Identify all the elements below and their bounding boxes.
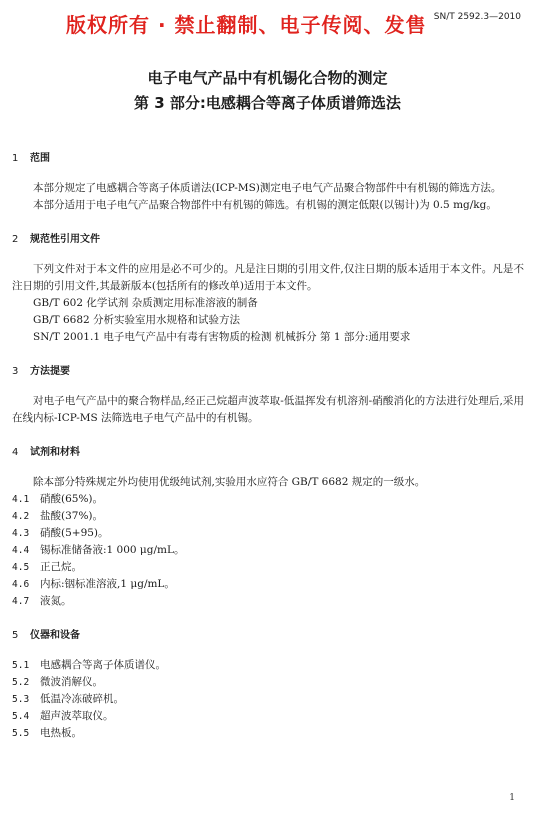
item-text: 电热板。: [40, 727, 82, 739]
list-item: [12, 674, 524, 691]
paragraph: 本部分规定了电感耦合等离子体质谱法(ICP-MS)测定电子电气产品聚合物部件中有机锡的筛选方法。: [33, 182, 502, 194]
list-item: [12, 657, 524, 674]
item-number: 5.2: [12, 677, 30, 688]
item-number: 5.4: [12, 711, 30, 722]
item-number: 4.6: [12, 579, 30, 590]
list-item: [12, 542, 524, 559]
item-number: 4.7: [12, 596, 30, 607]
section-heading-scope: [12, 150, 524, 167]
paragraph: 本部分适用于电子电气产品聚合物部件中有机锡的筛选。有机锡的测定低限(以锡计)为 0.5 mg/kg。: [33, 199, 497, 211]
item-number: 4.4: [12, 545, 30, 556]
item-text: 盐酸(37%)。: [40, 510, 104, 522]
item-number: 4.1: [12, 494, 30, 505]
section-number: 1: [12, 153, 19, 164]
list-item: [12, 691, 524, 708]
list-item: [12, 725, 524, 742]
section-heading-method-summary: [12, 363, 524, 380]
list-item: [12, 576, 524, 593]
document-body: [12, 150, 524, 742]
section-number: 5: [12, 630, 19, 641]
document-subtitle: 第 3 部分:电感耦合等离子体质谱筛选法: [134, 94, 401, 112]
reference-item: SN/T 2001.1 电子电气产品中有毒有害物质的检测 机械拆分 第 1 部分:通用要求: [33, 331, 411, 343]
item-text: 低温冷冻破碎机。: [40, 693, 124, 705]
reference-item: GB/T 602 化学试剂 杂质测定用标准溶液的制备: [33, 297, 258, 309]
item-text: 微波消解仪。: [40, 676, 103, 688]
list-item: [12, 708, 524, 725]
item-text: 超声波萃取仪。: [40, 710, 114, 722]
section-title: 方法提要: [30, 366, 70, 377]
list-item: [12, 508, 524, 525]
copyright-watermark: 版权所有 · 禁止翻制、电子传阅、发售: [66, 13, 427, 37]
paragraph: 除本部分特殊规定外均使用优级纯试剂,实验用水应符合 GB/T 6682 规定的一级水。: [33, 476, 426, 488]
section-title: 规范性引用文件: [30, 234, 100, 245]
list-item: [12, 491, 524, 508]
item-number: 5.1: [12, 660, 30, 671]
item-text: 硝酸(65%)。: [40, 493, 104, 505]
item-number: 5.3: [12, 694, 30, 705]
item-number: 4.2: [12, 511, 30, 522]
section-number: 2: [12, 234, 19, 245]
item-text: 液氮。: [40, 595, 72, 607]
paragraph: 下列文件对于本文件的应用是必不可少的。凡是注日期的引用文件,仅注日期的版本适用于本文件。凡是不注日期的引用文件,其最新版本(包括所有的修改单)适用于本文件。: [12, 263, 524, 292]
section-heading-apparatus: [12, 627, 524, 644]
section-heading-reagents: [12, 444, 524, 461]
paragraph: 对电子电气产品中的聚合物样品,经正己烷超声波萃取-低温挥发有机溶剂-硝酸消化的方法进行处理后,采用在线内标-ICP-MS 法筛选电子电气产品中的有机锡。: [12, 395, 524, 424]
section-number: 4: [12, 447, 19, 458]
section-number: 3: [12, 366, 19, 377]
item-number: 4.3: [12, 528, 30, 539]
section-heading-normative-references: [12, 231, 524, 248]
item-text: 内标:铟标准溶液,1 μg/mL。: [40, 578, 175, 590]
list-item: [12, 559, 524, 576]
section-title: 仪器和设备: [30, 630, 80, 641]
document-title: 电子电气产品中有机锡化合物的测定: [147, 69, 388, 87]
reference-item: GB/T 6682 分析实验室用水规格和试验方法: [33, 314, 241, 326]
item-text: 电感耦合等离子体质谱仪。: [40, 659, 166, 671]
item-number: 5.5: [12, 728, 30, 739]
page-number: 1: [509, 793, 515, 803]
list-item: [12, 525, 524, 542]
section-title: 范围: [30, 153, 50, 164]
item-number: 4.5: [12, 562, 30, 573]
list-item: [12, 593, 524, 610]
section-title: 试剂和材料: [30, 447, 80, 458]
item-text: 硝酸(5+95)。: [40, 527, 109, 539]
item-text: 锡标准储备液:1 000 μg/mL。: [40, 544, 185, 556]
item-text: 正己烷。: [40, 561, 82, 573]
standard-code: SN/T 2592.3—2010: [433, 12, 521, 22]
